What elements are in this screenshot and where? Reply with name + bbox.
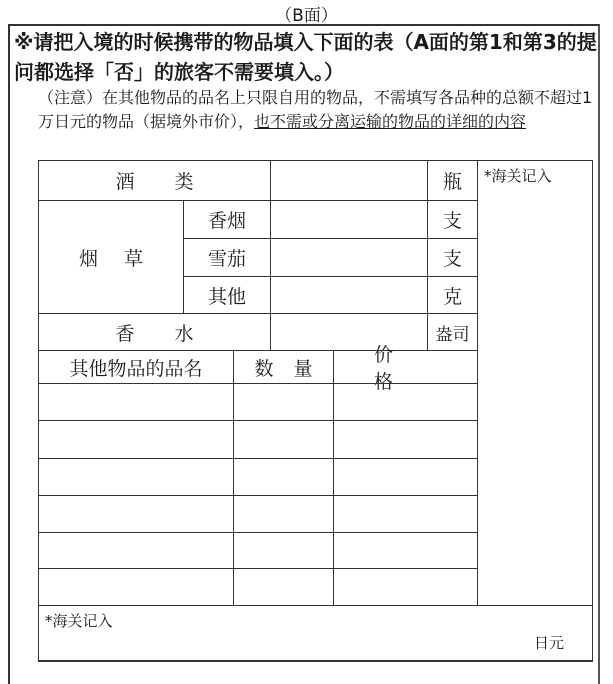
form-note: [38, 86, 598, 134]
item-name-input[interactable]: [38, 568, 234, 606]
alcohol-unit: 瓶: [442, 171, 462, 193]
price-input[interactable]: [333, 383, 478, 421]
other-tobacco-input[interactable]: [270, 276, 428, 314]
quantity-input[interactable]: [233, 532, 334, 569]
alcohol-label: 酒类: [115, 171, 234, 193]
item-name-input[interactable]: [38, 458, 234, 496]
currency-label: 日元: [534, 634, 565, 652]
cigar-input[interactable]: [270, 238, 428, 277]
customs-note-footer: *海关记入: [45, 612, 113, 630]
note-underlined: 也不需或分离运输的物品的详细的内容: [254, 112, 527, 131]
header-item-name: 其他物品的品名: [69, 357, 203, 380]
alcohol-input[interactable]: [270, 160, 428, 201]
quantity-input[interactable]: [233, 568, 334, 606]
perfume-label: 香水: [115, 322, 234, 345]
other-tobacco-unit: 克: [442, 285, 462, 308]
header-quantity: 数量: [254, 357, 333, 380]
perfume-unit: 盎司: [435, 324, 470, 345]
item-name-input[interactable]: [38, 532, 234, 569]
quantity-input[interactable]: [233, 420, 334, 459]
item-name-input[interactable]: [38, 495, 234, 533]
form-heading: ※请把入境的时候携带的物品填入下面的表（A面的第1和第3的提问都选择「否」的旅客不需要填入。）: [14, 30, 597, 84]
item-name-input[interactable]: [38, 383, 234, 421]
cigarette-unit: 支: [442, 210, 462, 232]
header-price: 价格: [374, 344, 434, 393]
price-input[interactable]: [333, 458, 478, 496]
price-input[interactable]: [333, 568, 478, 606]
cigar-unit: 支: [442, 248, 462, 270]
other-tobacco-label: 其他: [207, 285, 246, 308]
tobacco-label: 烟草: [78, 247, 169, 270]
item-name-input[interactable]: [38, 420, 234, 459]
price-input[interactable]: [333, 532, 478, 569]
price-input[interactable]: [333, 495, 478, 533]
cigarette-label: 香烟: [207, 210, 246, 232]
note-text: （注意）在其他物品的品名上只限自用的物品，不需填写各品种的总额不超过1万日元的物品（据境外市价），: [38, 88, 593, 131]
quantity-input[interactable]: [233, 458, 334, 496]
quantity-input[interactable]: [233, 383, 334, 421]
quantity-input[interactable]: [233, 495, 334, 533]
cigarette-input[interactable]: [270, 200, 428, 239]
customs-note-right: *海关记入: [484, 167, 552, 185]
price-input[interactable]: [333, 420, 478, 459]
cigar-label: 雪茄: [207, 248, 246, 270]
side-label: （B面）: [275, 6, 338, 26]
